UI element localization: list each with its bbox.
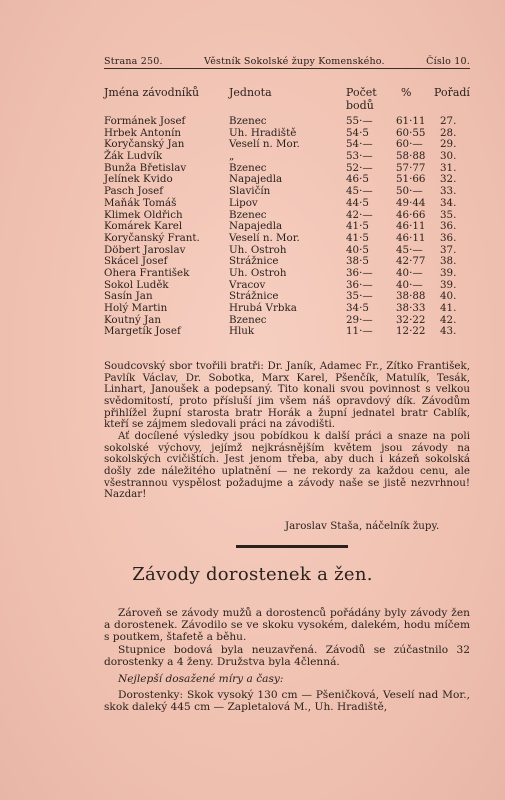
cell-unit: Uh. Ostroh bbox=[229, 266, 287, 279]
cell-unit: Slavičín bbox=[229, 185, 271, 198]
cell-rank: 39. bbox=[440, 278, 457, 291]
cell-points: 41·5 bbox=[346, 231, 369, 244]
scoring-paragraph: Stupnice bodová byla neuzavřená. Závodů se zúčastnilo 32 dorostenky a 4 ženy. Družstva byla 4členná. bbox=[104, 643, 470, 668]
cell-points: 34·5 bbox=[346, 302, 369, 314]
cell-rank: 35. bbox=[440, 208, 457, 221]
cell-points: 52·— bbox=[346, 161, 373, 174]
cell-percent: 40·— bbox=[396, 278, 423, 291]
cell-unit: Veselí n. Mor. bbox=[229, 138, 300, 151]
section-title: Závody dorostenek a žen. bbox=[132, 564, 373, 585]
cell-rank: 27. bbox=[440, 115, 457, 127]
cell-points: 54·5 bbox=[346, 126, 369, 139]
cell-name: Döbert Jaroslav bbox=[104, 243, 186, 256]
cell-rank: 43. bbox=[440, 325, 457, 338]
cell-points: 29·— bbox=[346, 313, 373, 326]
cell-rank: 40. bbox=[440, 290, 457, 303]
cell-unit: Bzenec bbox=[229, 208, 267, 221]
cell-percent: 60·55 bbox=[396, 126, 426, 139]
cell-points: 55·— bbox=[346, 115, 373, 127]
table-row bbox=[0, 233, 505, 245]
table-row bbox=[0, 139, 505, 151]
cell-percent: 12·22 bbox=[396, 325, 426, 338]
cell-percent: 32·22 bbox=[396, 313, 426, 326]
cell-rank: 31. bbox=[440, 161, 457, 174]
cell-name: Komárek Karel bbox=[104, 220, 183, 233]
table-row bbox=[0, 326, 505, 338]
cell-percent: 38·33 bbox=[396, 302, 426, 314]
cell-points: 36·— bbox=[346, 278, 373, 291]
cell-unit: Uh. Hradiště bbox=[229, 126, 297, 139]
results-table bbox=[0, 116, 505, 338]
header-rule bbox=[104, 68, 470, 69]
cell-points: 41·5 bbox=[346, 220, 369, 233]
cell-name: Koryčanský Frant. bbox=[104, 231, 200, 244]
cell-unit: Uh. Ostroh bbox=[229, 243, 287, 256]
cell-rank: 36. bbox=[440, 231, 457, 244]
cell-unit: Hrubá Vrbka bbox=[229, 302, 297, 314]
journal-title: Věstník Sokolské župy Komenského. bbox=[204, 56, 385, 67]
cell-name: Holý Martin bbox=[104, 302, 168, 314]
cell-points: 45·— bbox=[346, 185, 373, 198]
cell-unit: Vracov bbox=[229, 278, 266, 291]
cell-rank: 36. bbox=[440, 220, 457, 233]
cell-name: Sasín Jan bbox=[104, 290, 153, 303]
cell-rank: 42. bbox=[440, 313, 457, 326]
cell-percent: 40·— bbox=[396, 266, 423, 279]
table-row bbox=[0, 116, 505, 128]
cell-points: 40·5 bbox=[346, 243, 369, 256]
closing-paragraph: Ať docílené výsledky jsou pobídkou k další práci a snaze na poli sokolské výchovy, jejímž nejkrásnějším květem jsou závody na sokolských cvičištích. Jest jenom třeba, aby duch i kázeň sokolská došly zde náležitého uplatnění — ne rekordy za každou cenu, ale všestrannou vyspělost požadujme a závody naše se jistě nezvrhnou! Nazdar! bbox=[104, 430, 470, 501]
table-row bbox=[0, 303, 505, 315]
cell-rank: 41. bbox=[440, 302, 457, 314]
table-row bbox=[0, 268, 505, 280]
cell-name: Formánek Josef bbox=[104, 115, 186, 127]
cell-unit: Napajedla bbox=[229, 220, 283, 233]
cell-rank: 28. bbox=[440, 126, 457, 139]
cell-rank: 33. bbox=[440, 185, 457, 198]
signature: Jaroslav Staša, náčelník župy. bbox=[285, 520, 440, 532]
cell-name: Pasch Josef bbox=[104, 185, 164, 198]
cell-percent: 58·88 bbox=[396, 150, 426, 163]
cell-unit: „ bbox=[229, 150, 235, 163]
cell-points: 44·5 bbox=[346, 196, 369, 209]
cell-points: 36·— bbox=[346, 266, 373, 279]
cell-name: Hrbek Antonín bbox=[104, 126, 182, 139]
cell-percent: 46·11 bbox=[396, 231, 426, 244]
cell-points: 35·— bbox=[346, 290, 373, 303]
cell-name: Margetík Josef bbox=[104, 325, 181, 338]
cell-unit: Lipov bbox=[229, 196, 258, 209]
cell-percent: 46·66 bbox=[396, 208, 426, 221]
cell-name: Skácel Josef bbox=[104, 255, 168, 268]
cell-name: Koutný Jan bbox=[104, 313, 162, 326]
cell-percent: 51·66 bbox=[396, 173, 426, 186]
cell-rank: 30. bbox=[440, 150, 457, 163]
page-number: Strana 250. bbox=[104, 56, 163, 67]
table-row bbox=[0, 151, 505, 163]
cell-name: Koryčanský Jan bbox=[104, 138, 185, 151]
running-header bbox=[104, 56, 470, 67]
cell-points: 11·— bbox=[346, 325, 373, 338]
cell-unit: Bzenec bbox=[229, 161, 267, 174]
cell-unit: Hluk bbox=[229, 325, 255, 338]
cell-percent: 46·11 bbox=[396, 220, 426, 233]
women-intro-paragraph: Zároveň se závody mužů a dorostenců pořádány byly závody žen a dorostenek. Závodilo se ve skoku vysokém, dalekém, hodu míčem s poutkem, štafetě a běhu. bbox=[104, 606, 470, 644]
cell-rank: 39. bbox=[440, 266, 457, 279]
header-percent: % bbox=[401, 86, 412, 99]
cell-name: Jelínek Kvido bbox=[104, 173, 173, 186]
issue-number: Číslo 10. bbox=[426, 56, 470, 67]
cell-percent: 61·11 bbox=[396, 115, 426, 127]
judges-paragraph: Soudcovský sbor tvořili bratři: Dr. Janík, Adamec Fr., Zítko František, Pavlík Václav, Dr. Sobotka, Marx Karel, Pšenčík, Matulík, Tesák, Linhart, Janoušek a podepsaný. Tito konali svou povinnost s velkou svědomitostí, proto přísluší jim všem náš opravdový dík. Závodům přihlížel župní starosta bratr Horák a župní jednatel bratr Cablík, kteří se zájmem sledovali práci na závodišti. bbox=[104, 360, 470, 431]
cell-rank: 32. bbox=[440, 173, 457, 186]
cell-percent: 45·— bbox=[396, 243, 423, 256]
header-unit: Jednota bbox=[229, 86, 272, 99]
cell-name: Klimek Oldřich bbox=[104, 208, 183, 221]
cell-points: 42·— bbox=[346, 208, 373, 221]
cell-percent: 49·44 bbox=[396, 196, 426, 209]
cell-points: 38·5 bbox=[346, 255, 369, 268]
cell-unit: Napajedla bbox=[229, 173, 283, 186]
cell-name: Žák Ludvík bbox=[104, 150, 163, 163]
cell-unit: Strážnice bbox=[229, 290, 279, 303]
section-divider bbox=[236, 545, 348, 548]
cell-percent: 38·88 bbox=[396, 290, 426, 303]
cell-points: 53·— bbox=[346, 150, 373, 163]
best-results-heading: Nejlepší dosažené míry a časy: bbox=[118, 672, 284, 685]
cell-rank: 29. bbox=[440, 138, 457, 151]
cell-percent: 42·77 bbox=[396, 255, 426, 268]
cell-name: Ohera František bbox=[104, 266, 190, 279]
table-row bbox=[0, 198, 505, 210]
cell-rank: 34. bbox=[440, 196, 457, 209]
cell-name: Maňák Tomáš bbox=[104, 196, 177, 209]
cell-name: Bunža Břetislav bbox=[104, 161, 187, 174]
cell-unit: Bzenec bbox=[229, 313, 267, 326]
header-rank: Pořadí bbox=[434, 86, 470, 99]
cell-unit: Strážnice bbox=[229, 255, 279, 268]
header-points: Počet bodů bbox=[346, 86, 377, 112]
cell-points: 46·5 bbox=[346, 173, 369, 186]
header-name: Jména závodníků bbox=[104, 86, 200, 99]
cell-unit: Bzenec bbox=[229, 115, 267, 127]
cell-percent: 50·— bbox=[396, 185, 423, 198]
cell-percent: 57·77 bbox=[396, 161, 426, 174]
cell-rank: 38. bbox=[440, 255, 457, 268]
cell-unit: Veselí n. Mor. bbox=[229, 231, 300, 244]
cell-name: Sokol Luděk bbox=[104, 278, 169, 291]
cell-rank: 37. bbox=[440, 243, 457, 256]
cell-percent: 60·— bbox=[396, 138, 423, 151]
cell-points: 54·— bbox=[346, 138, 373, 151]
junior-results-paragraph: Dorostenky: Skok vysoký 130 cm — Pšeničková, Veselí nad Mor., skok daleký 445 cm — Zapletalová M., Uh. Hradiště, bbox=[104, 688, 470, 713]
